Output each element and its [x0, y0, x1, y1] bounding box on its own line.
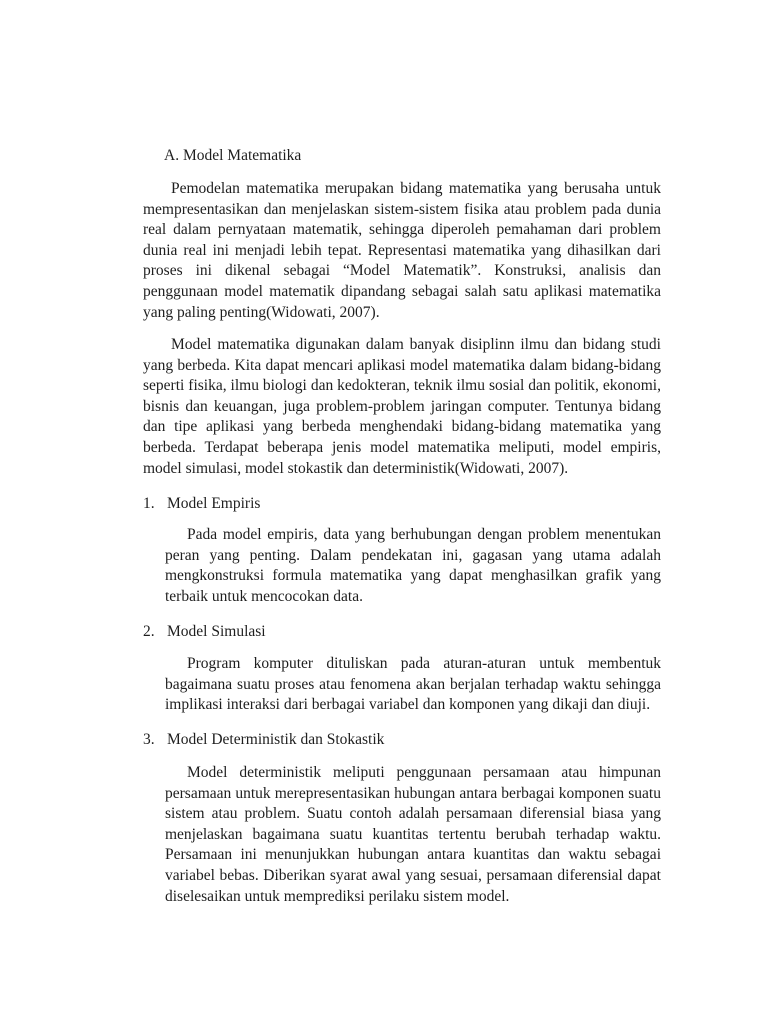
- list-item-2-number: 2.: [143, 623, 155, 640]
- list-item-3-title: [143, 730, 384, 750]
- list-item-1-text: Pada model empiris, data yang berhubungan dengan problem menentukan peran yang penting. Dalam pendekatan ini, gagasan yang utama adalah mengkonstruksi formula matematika yang dapat menghasilkan grafik yang terbaik untuk mencocokan data.: [165, 526, 661, 605]
- list-item-2-label: Model Simulasi: [167, 623, 266, 640]
- paragraph-intro: Pemodelan matematika merupakan bidang matematika yang berusaha untuk mempresentasikan dan menjelaskan sistem-sistem fisika atau problem pada dunia real dalam pernyataan matematik, sehingga diperoleh pemahaman dari problem dunia real ini menjadi lebih tepat. Representasi matematika yang dihasilkan dari proses ini dikenal sebagai “Model Matematik”. Konstruksi, analisis dan penggunaan model matematik dipandang sebagai salah satu aplikasi matematika yang paling penting(Widowati, 2007).: [143, 180, 661, 321]
- list-item-3-number: 3.: [143, 731, 155, 748]
- list-item-3-text: Model deterministik meliputi penggunaan persamaan atau himpunan persamaan untuk merepresentasikan hubungan antara berbagai komponen suatu sistem atau problem. Suatu contoh adalah persamaan diferensial biasa yang menjelaskan bagaimana suatu kuantitas tertentu berubah terhadap waktu. Persamaan ini menunjukkan hubungan antara kuantitas dan waktu sebagai variabel bebas. Diberikan syarat awal yang sesuai, persamaan diferensial dapat diselesaikan untuk memprediksi perilaku sistem model.: [165, 764, 661, 905]
- list-item-1-title: [143, 494, 260, 514]
- paragraph-applications: Model matematika digunakan dalam banyak disiplinn ilmu dan bidang studi yang berbeda. Kita dapat mencari aplikasi model matematika dalam bidang-bidang seperti fisika, ilmu biologi dan kedokteran, teknik ilmu sosial dan politik, ekonomi, bisnis dan keuangan, juga problem-problem jaringan computer. Tentunya bidang dan tipe aplikasi yang berbeda menghendaki bidang-bidang matematika yang berbeda. Terdapat beberapa jenis model matematika meliputi, model empiris, model simulasi, model stokastik dan deterministik(Widowati, 2007).: [143, 336, 661, 477]
- list-item-2-title: [143, 622, 266, 642]
- list-item-3-label: Model Deterministik dan Stokastik: [167, 731, 385, 748]
- list-item-2-text: Program komputer dituliskan pada aturan-aturan untuk membentuk bagaimana suatu proses atau fenomena akan berjalan terhadap waktu sehingga implikasi interaksi dari berbagai variabel dan komponen yang dikaji dan diuji.: [165, 655, 661, 714]
- list-item-1-number: 1.: [143, 495, 155, 512]
- section-heading: A. Model Matematika: [164, 147, 302, 164]
- list-item-1-label: Model Empiris: [167, 495, 261, 512]
